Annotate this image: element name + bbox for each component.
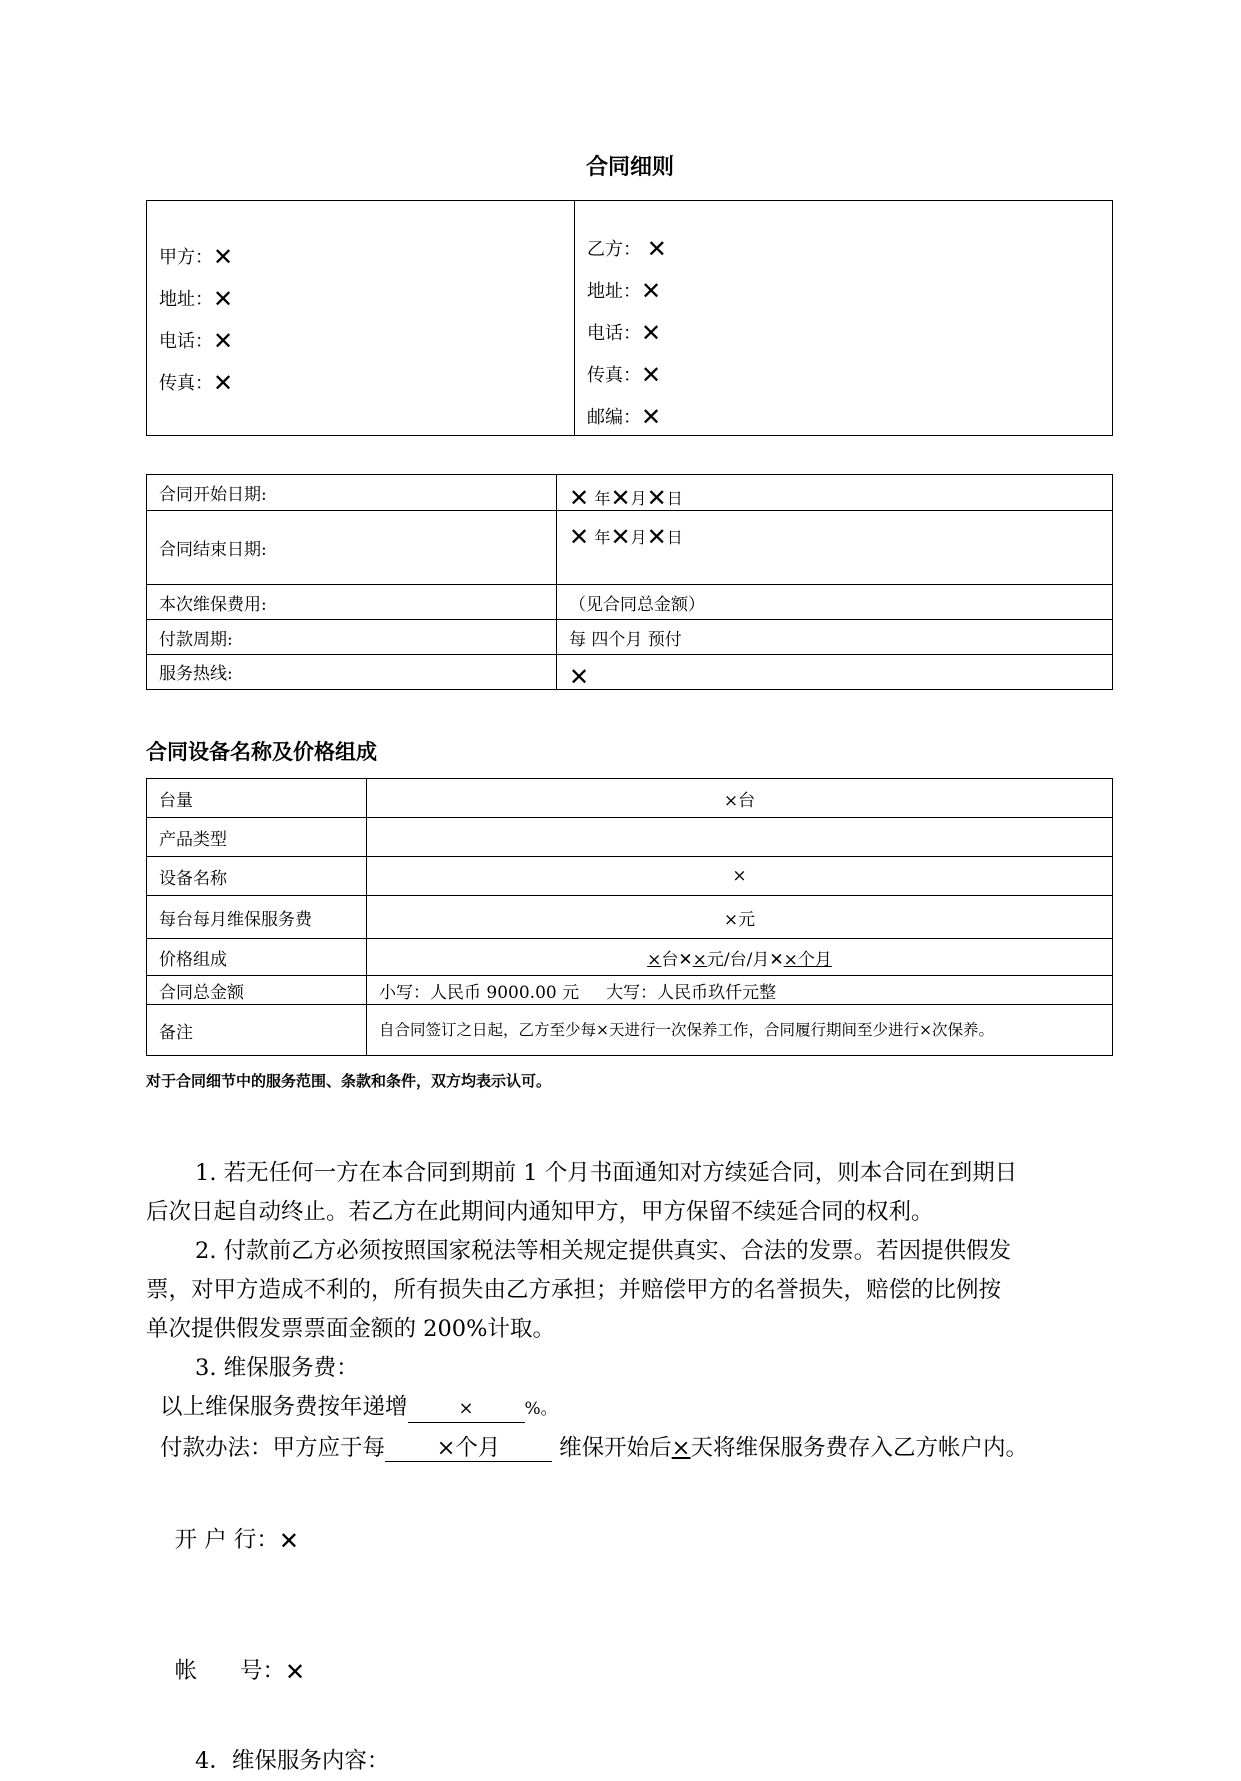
clause-1-line-2: 后次日起自动终止。若乙方在此期间内通知甲方，甲方保留不续延合同的权利。 [146,1199,934,1225]
party-b-postcode [587,403,661,429]
day-label: 日 [666,489,683,508]
agreement-note: 对于合同细节中的服务范围、条款和条件，双方均表示认可。 [146,1072,552,1090]
blank-mark: ✕ [213,285,234,313]
terms-table [146,474,1113,690]
cycle-label: 付款周期: [147,620,557,655]
price-label: 价格组成 [147,939,367,976]
blank-mark: ✕ [278,1527,300,1555]
increase-suffix: %。 [524,1399,558,1419]
table-row [147,620,1113,655]
party-a-phone-label: 电话： [159,331,213,352]
equipment-table [146,778,1113,1056]
month-label: 月 [630,489,647,508]
blank-mark: ✕ [569,663,590,691]
price-part: ✕ [769,949,784,970]
month-label: 月 [630,528,647,547]
blank-mark: ✕ [213,369,234,397]
blank-mark: ✕ [213,243,234,271]
payment-prefix: 付款办法：甲方应于每 [160,1435,386,1461]
quantity-value: ×台 [367,779,1113,818]
monthly-fee-value: ×元 [367,896,1113,939]
clause-1-line-1: 1. 若无任何一方在本合同到期前 1 个月书面通知对方续延合同，则本合同在到期日 [195,1160,1018,1186]
clause-4-title: 4．维保服务内容： [195,1748,390,1774]
cycle-value: 每 四个月 预付 [557,620,1113,655]
party-a-name-label: 甲方： [159,247,213,268]
table-row [147,655,1113,690]
start-date-label: 合同开始日期: [147,475,557,511]
bank-line [146,1482,1113,1599]
remark-label: 备注 [147,1005,367,1056]
price-part: 个月 [797,949,832,970]
fee-value: （见合同总金额） [557,585,1113,620]
table-row [147,939,1113,976]
party-b-phone [587,319,661,345]
quantity-label: 台量 [147,779,367,818]
blank-mark: ✕ [646,523,667,551]
price-part: × [783,949,798,970]
fee-label: 本次维保费用: [147,585,557,620]
monthly-fee-label: 每台每月维保服务费 [147,896,367,939]
blank-mark: ✕ [641,319,662,347]
price-part: 台 [661,949,679,970]
price-part: 元/台/月 [706,949,770,970]
price-value [367,939,1113,976]
table-row [147,585,1113,620]
fee-increase-line [146,1388,1113,1429]
party-b-fax [587,361,661,387]
clause-3-title: 3. 维保服务费： [195,1355,359,1381]
year-label: 年 [594,528,611,547]
total-label: 合同总金额 [147,976,367,1005]
party-a-phone [159,327,233,353]
remark-value: 自合同签订之日起，乙方至少每×天进行一次保养工作，合同履行期间至少进行×次保养。 [367,1005,1113,1056]
name-value: × [367,857,1113,896]
blank-mark: ✕ [569,523,590,551]
type-label: 产品类型 [147,818,367,857]
payment-method-line [146,1429,1113,1468]
price-part: ✕ [678,949,693,970]
year-label: 年 [594,489,611,508]
price-part: × [692,949,707,970]
day-label: 日 [666,528,683,547]
account-line [146,1613,1113,1730]
account-label: 帐 号： [174,1658,286,1684]
party-b-address-label: 地址： [587,281,641,302]
table-row [147,779,1113,818]
increase-value: × [408,1396,525,1423]
blank-mark: ✕ [285,1658,306,1686]
party-a-fax [159,369,233,395]
table-row [147,857,1113,896]
end-date-label: 合同结束日期: [147,511,557,585]
party-b-name-label: 乙方： [587,239,641,260]
blank-mark: ✕ [610,523,631,551]
party-b-phone-label: 电话： [587,323,641,344]
hotline-label: 服务热线: [147,655,557,690]
clause-2-line-3: 单次提供假发票票面金额的 200%计取。 [146,1316,555,1342]
table-row [147,976,1113,1005]
blank-mark: ✕ [641,403,662,431]
payment-suffix: 天将维保服务费存入乙方帐户内。 [690,1435,1029,1461]
blank-mark: ✕ [641,277,662,305]
blank-mark: ✕ [646,484,667,512]
party-a-address-label: 地址： [159,289,213,310]
clause-2-line-2: 票，对甲方造成不利的，所有损失由乙方承担；并赔偿甲方的名誉损失，赔偿的比例按 [146,1277,1002,1303]
price-part: × [647,949,662,970]
table-row [147,475,1113,511]
type-value [367,818,1113,857]
page-title: 合同细则 [585,155,674,180]
payment-days: × [671,1435,691,1461]
table-row [147,896,1113,939]
equipment-heading: 合同设备名称及价格组成 [146,740,377,764]
party-b-postcode-label: 邮编： [587,407,641,428]
table-row [147,818,1113,857]
blank-mark: ✕ [213,327,234,355]
party-a-address [159,285,233,311]
payment-period: ×个月 [385,1435,552,1462]
bank-label: 开 户 行： [174,1527,279,1553]
party-a-fax-label: 传真： [159,373,213,394]
blank-mark: ✕ [646,235,667,263]
table-row [147,1005,1113,1056]
party-b-address [587,277,661,303]
increase-prefix: 以上维保服务费按年递增 [160,1394,408,1420]
clause-2-line-1: 2. 付款前乙方必须按照国家税法等相关规定提供真实、合法的发票。若因提供假发 [195,1238,1012,1264]
party-b-fax-label: 传真： [587,365,641,386]
table-row [147,511,1113,585]
parties-box [146,200,1113,436]
party-a-name [159,243,233,269]
total-value: 小写：人民币 9000.00 元 大写：人民币玖仟元整 [367,976,1113,1005]
blank-mark: ✕ [569,484,590,512]
name-label: 设备名称 [147,857,367,896]
payment-middle: 维保开始后 [552,1435,672,1461]
party-b-name [587,235,667,261]
blank-mark: ✕ [641,361,662,389]
clauses [146,1154,1113,1781]
start-date-value [557,475,1113,511]
parties-divider [574,201,575,435]
blank-mark: ✕ [610,484,631,512]
end-date-value [557,511,1113,585]
hotline-value [557,655,1113,690]
